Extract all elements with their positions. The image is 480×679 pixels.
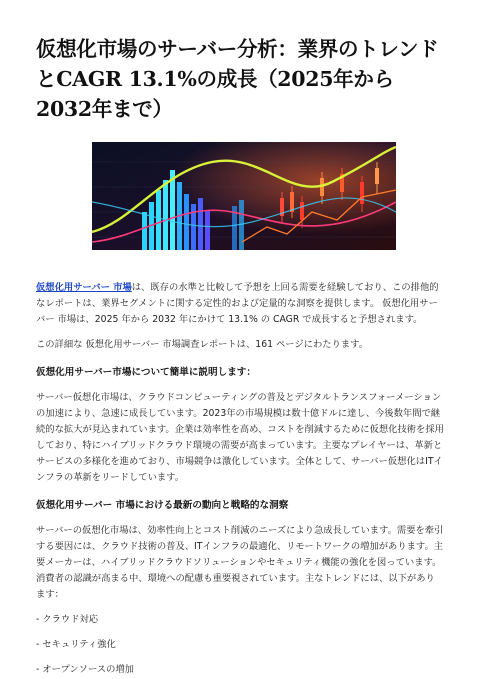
list-item: - クラウド対応 bbox=[36, 614, 99, 625]
page-title: 仮想化市場のサーバー分析：業界のトレンドとCAGR 13.1%の成長（2025年から2032年まで） bbox=[36, 37, 439, 121]
list-item: - オープンソースの増加 bbox=[36, 664, 134, 675]
stock-chart-image bbox=[92, 142, 396, 250]
market-report-link[interactable]: 仮想化用サーバー 市場 bbox=[36, 282, 132, 293]
report-pages-paragraph: この詳細な 仮想化用サーバー 市場調査レポートは、161 ページにわたります。 bbox=[36, 339, 369, 350]
intro-paragraph bbox=[36, 280, 444, 328]
section2-body: サーバーの仮想化市場は、効率性向上とコスト削減のニーズにより急成長しています。需要を牽引する要因には、クラウド技術の普及、ITインフラの最適化、リモートワークの増加があります。主要メーカーは、ハイブリッドクラウドソリューションやセキュリティ機能の強化を図っています。消費者の認識が高まる中、環境への配慮も重要視されています。主なトレンドには、以下があります： bbox=[36, 525, 444, 600]
section1-body: サーバー仮想化市場は、クラウドコンピューティングの普及とデジタルトランスフォーメーションの加速により、急速に成長しています。2023年の市場規模は数十億ドルに達し、今後数年間で継続的な拡大が見込まれています。企業は効率性を高め、コストを削減するために仮想化技術を採用しており、特にハイブリッドクラウド環境の需要が高まっています。主要なプレイヤーは、革新とサービスの多様化を進めており、市場競争は激化しています。全体として、サーバー仮想化はITインフラの革新をリードしています。 bbox=[36, 392, 444, 483]
list-item: - セキュリティ強化 bbox=[36, 639, 116, 650]
section1-heading: 仮想化用サーバー市場について簡単に説明します： bbox=[36, 367, 256, 378]
hero-image bbox=[92, 142, 396, 250]
section2-heading: 仮想化用サーバー 市場における最新の動向と戦略的な洞察 bbox=[36, 500, 289, 511]
intro-text: は、既存の水準と比較して予想を上回る需要を経験しており、この排他的なレポートは、業界セグメントに関する定性的および定量的な洞察を提供します。 仮想化用サーバー 市場は、2025 年から 2032 年にかけて 13.1% の CAGR で成長すると予想されます。 bbox=[36, 282, 439, 325]
